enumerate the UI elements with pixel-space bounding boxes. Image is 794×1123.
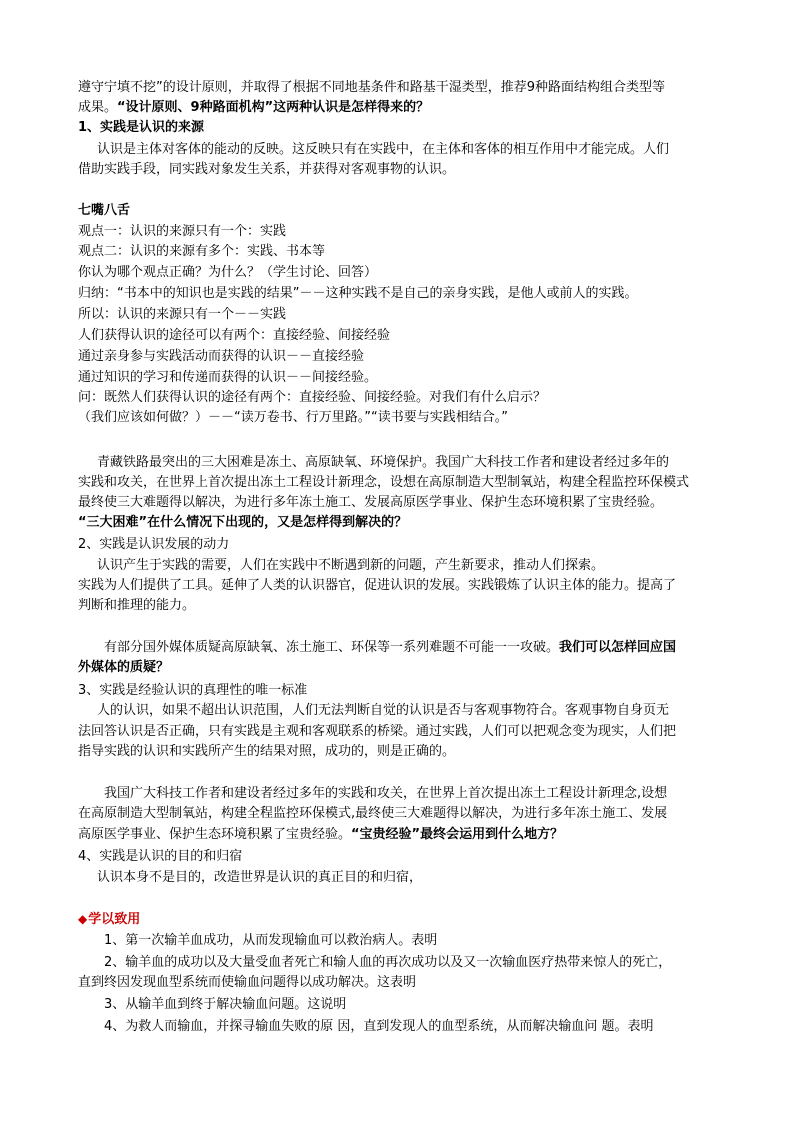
- apply-title-text: 学以致用: [88, 912, 141, 927]
- section-heading-1: 1、实践是认识的来源: [78, 120, 205, 135]
- discussion-title: 七嘴八舌: [78, 203, 131, 218]
- question-text: “三大困难”在什么情况下出现的，又是怎样得到解决的？: [78, 515, 408, 530]
- paragraph-line: [78, 98, 718, 118]
- paragraph-line: 实践为人们提供了工具。延伸了人类的认识器官，促进认识的发展。实践锻炼了认识主体的能力。提高了: [78, 578, 677, 593]
- paragraph-line: 青藏铁路最突出的三大困难是冻土、高原缺氧、环境保护。我国广大科技工作者和建设者经过多年的: [97, 455, 670, 470]
- paragraph-line: 指导实践的认识和实践所产生的结果对照，成功的，则是正确的。: [78, 744, 456, 759]
- paragraph-line: 借助实践手段，同实践对象发生关系，并获得对客观事物的认识。: [78, 162, 456, 177]
- question-text: “宝贵经验”最终会运用到什么地方？: [351, 827, 564, 842]
- paragraph-line: 我国广大科技工作者和建设者经过多年的实践和攻关，在世界上首次提出冻土工程设计新理念,设想: [104, 786, 668, 801]
- paragraph-line: 判断和推理的能力。: [78, 598, 196, 613]
- discussion-line: 问：既然人们获得认识的途径有两个：直接经验、间接经验。对我们有什么启示？: [78, 390, 547, 405]
- discussion-line: 所以：认识的来源只有一个－－实践: [78, 307, 287, 322]
- paragraph-line: 认识产生于实践的需要，人们在实践中不断遇到新的问题，产生新要求，推动人们探索。: [97, 558, 605, 573]
- discussion-line: 观点二：认识的来源有多个：实践、书本等: [78, 244, 326, 259]
- paragraph-line: 法回答认识是否正确，只有实践是主观和客观联系的桥梁。通过实践，人们可以把观念变为现实，人们把: [78, 724, 677, 739]
- section-heading-4: 4、实践是认识的目的和归宿: [78, 849, 243, 864]
- discussion-line: 你认为哪个观点正确？为什么？（学生讨论、回答）: [78, 265, 378, 280]
- paragraph-line: 在高原制造大型制氧站，构建全程监控环保模式,最终使三大难题得以解决，为进行多年冻土施工、发展: [78, 806, 668, 821]
- text-span: 有部分国外媒体质疑高原缺氧、冻土施工、环保等一系列难题不可能一一攻破。: [104, 640, 560, 655]
- apply-item: 1、第一次输羊血成功，从而发现输血可以救治病人。表明: [104, 933, 438, 948]
- discussion-line: 观点一：认识的来源只有一个：实践: [78, 224, 287, 239]
- paragraph-line: 认识是主体对客体的能动的反映。这反映只有在实践中，在主体和客体的相互作用中才能完成。人们: [97, 142, 670, 157]
- apply-item: 直到终因发现血型系统而使输血问题得以成功解决。这表明: [78, 975, 417, 990]
- discussion-line: 通过知识的学习和传递而获得的认识－－间接经验。: [78, 370, 378, 385]
- discussion-line: 人们获得认识的途径可以有两个：直接经验、间接经验: [78, 328, 391, 343]
- discussion-line: （我们应该如何做？）－－“读万卷书、行万里路。”“读书要与实践相结合。”: [78, 410, 508, 425]
- diamond-bullet-icon: ◆: [78, 912, 88, 926]
- question-text: “设计原则、9种路面机构”这两种认识是怎样得来的？: [117, 100, 430, 115]
- paragraph-line: 最终使三大难题得以解决，为进行多年冻土施工、发展高原医学事业、保护生态环境积累了宝贵经验。: [78, 495, 664, 510]
- text-span: 高原医学事业、保护生态环境积累了宝贵经验。: [78, 827, 352, 842]
- apply-item: 4、为救人而输血，并探寻输血失败的原 因，直到发现人的血型系统，从而解决输血问 题。表明: [104, 1019, 654, 1034]
- apply-item: 2、输羊血的成功以及大量受血者死亡和输人血的再次成功以及又一次输血医疗热带来惊人的死亡，: [104, 955, 672, 970]
- paragraph-line: 认识本身不是目的，改造世界是认识的真正目的和归宿，: [97, 870, 423, 885]
- question-text: 外媒体的质疑？: [78, 660, 170, 675]
- apply-title: [78, 909, 718, 930]
- paragraph-line: 实践和攻关，在世界上首次提出冻土工程设计新理念，设想在高原制造大型制氧站，构建全程监控环保模式: [78, 475, 690, 490]
- question-text: 我们可以怎样回应国: [559, 640, 677, 655]
- discussion-line: 归纳：“书本中的知识也是实践的结果”－－这种实践不是自己的亲身实践，是他人或前人的实践。: [78, 286, 638, 301]
- section-heading-3: 3、实践是经验认识的真理性的唯一标准: [78, 683, 308, 698]
- paragraph-line: 人的认识，如果不超出认识范围，人们无法判断自觉的认识是否与客观事物符合。客观事物自身页无: [97, 703, 670, 718]
- apply-item: 3、从输羊血到终于解决输血问题。这说明: [104, 997, 347, 1012]
- paragraph-line: [104, 638, 718, 658]
- discussion-line: 通过亲身参与实践活动而获得的认识－－直接经验: [78, 349, 365, 364]
- paragraph-line: [78, 825, 718, 845]
- section-heading-2: 2、实践是认识发展的动力: [78, 537, 230, 552]
- paragraph-line: 遵守宁填不挖”的设计原则，并取得了根据不同地基条件和路基干湿类型，推荐9种路面结构组合类型等: [78, 80, 666, 95]
- text-span: 成果。: [78, 100, 118, 115]
